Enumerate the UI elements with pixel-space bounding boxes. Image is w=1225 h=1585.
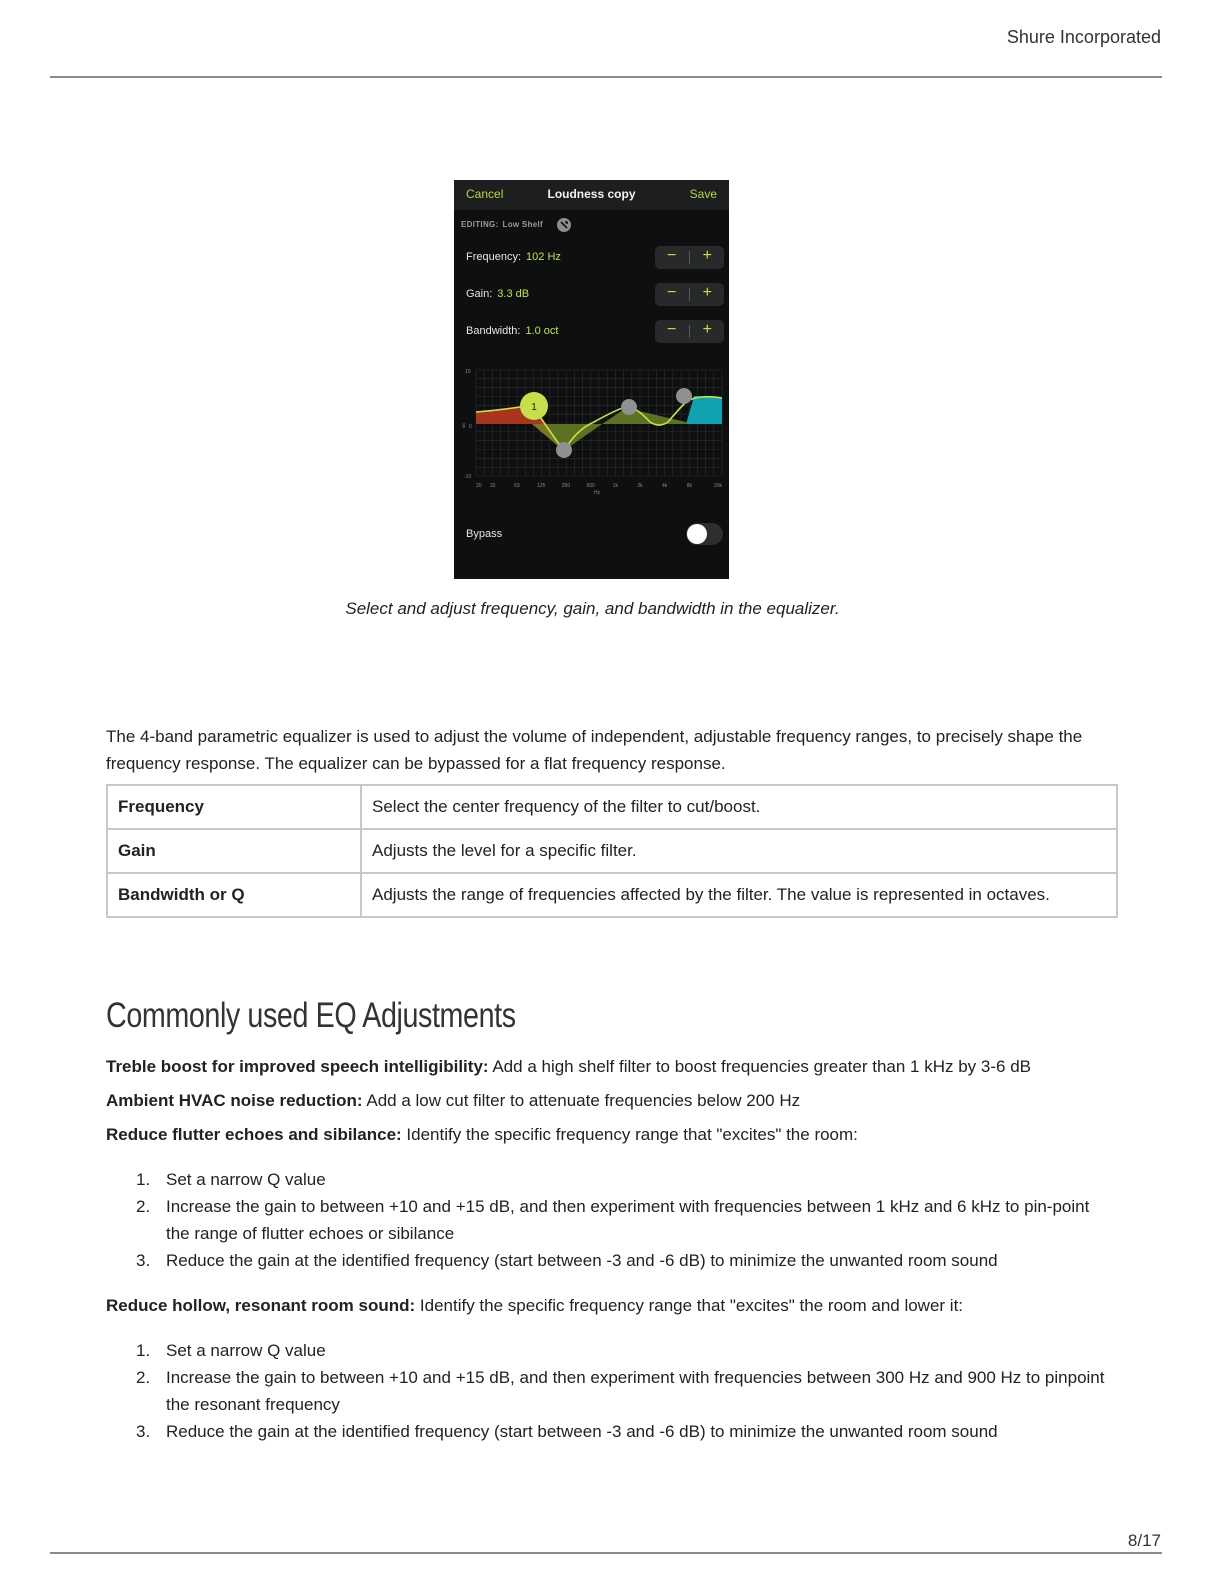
tip-treble-boost [106, 1057, 1146, 1077]
gain-minus-button[interactable]: − [667, 284, 677, 301]
eq-screenshot [454, 180, 729, 579]
list-item-text: Increase the gain to between +10 and +15 dB, and then experiment with frequencies between 1 kHz and 6 kHz to pin-point the range of flutter echoes or sibilance [166, 1197, 1090, 1243]
eq-graph[interactable] [454, 366, 729, 496]
band-2-handle[interactable] [556, 442, 572, 458]
tip-title: Reduce flutter echoes and sibilance: [106, 1125, 402, 1144]
tip-title: Reduce hollow, resonant room sound: [106, 1296, 416, 1315]
list-item-number: 3. [136, 1251, 151, 1270]
bypass-toggle[interactable] [686, 523, 723, 545]
frequency-minus-button[interactable]: − [667, 247, 677, 264]
bandwidth-value: 1.0 oct [525, 325, 559, 337]
list-item-text: Set a narrow Q value [166, 1341, 326, 1360]
frequency-label: Frequency: [466, 251, 522, 263]
gain-value: 3.3 dB [497, 288, 530, 300]
y-tick-bottom: -10 [464, 474, 472, 480]
page-number: 8/17 [1127, 1531, 1161, 1550]
list-item [136, 1193, 1116, 1247]
x-tick-label: 63 [514, 483, 520, 489]
frequency-plus-button[interactable]: + [702, 247, 712, 264]
resonant-steps-list [136, 1337, 1116, 1445]
band-1-handle-label: 1 [531, 402, 537, 413]
y-tick-mid: 0 [469, 424, 472, 430]
flutter-steps-list [136, 1166, 1116, 1274]
cancel-button[interactable]: Cancel [466, 187, 504, 201]
x-tick-label: 500 [586, 483, 595, 489]
x-tick-label: 250 [561, 483, 571, 489]
frequency-stepper [655, 246, 724, 269]
tip-text: Add a low cut filter to attenuate frequencies below 200 Hz [362, 1091, 801, 1110]
list-item-number: 1. [136, 1341, 151, 1360]
x-tick-label: 32 [489, 483, 496, 489]
list-item [136, 1364, 1116, 1418]
x-tick-label: 20 [476, 483, 482, 489]
tip-title: Treble boost for improved speech intelligibility: [106, 1057, 489, 1076]
bypass-toggle-knob [687, 524, 707, 544]
frequency-value: 102 Hz [526, 251, 561, 263]
table-term: Gain [107, 829, 361, 873]
x-tick-label: 1k [612, 483, 618, 489]
x-tick-label: 2k [637, 483, 643, 489]
gain-stepper [655, 283, 724, 306]
tip-resonant-room [106, 1296, 1146, 1316]
gain-row [466, 288, 529, 300]
x-unit: Hz [593, 490, 601, 496]
band-3-handle[interactable] [621, 399, 637, 415]
list-item-number: 3. [136, 1422, 151, 1441]
stepper-divider [689, 325, 690, 338]
tip-text: Identify the specific frequency range that "excites" the room: [401, 1125, 858, 1144]
table-row [107, 785, 1117, 829]
y-tick-top: 10 [465, 369, 471, 375]
stepper-divider [689, 288, 690, 301]
list-item [136, 1337, 1116, 1364]
list-item-text: Reduce the gain at the identified frequency (start between -3 and -6 dB) to minimize the unwanted room sound [166, 1251, 998, 1270]
nav-title: Loudness copy [547, 187, 636, 201]
tip-flutter-echoes [106, 1125, 1146, 1145]
x-tick-label: 4k [662, 483, 668, 489]
x-tick-label: 20k [713, 483, 722, 489]
frequency-row [466, 251, 561, 263]
header-divider [50, 76, 1162, 78]
band-select-icon[interactable] [557, 218, 571, 232]
editing-band: Low Shelf [502, 220, 543, 229]
nav-bar [454, 180, 729, 210]
table-desc: Adjusts the range of frequencies affected by the filter. The value is represented in octaves. [361, 873, 1117, 917]
section-heading: Commonly used EQ Adjustments [106, 996, 516, 1035]
list-item [136, 1166, 1116, 1193]
x-axis-ticks [476, 483, 722, 489]
high-band-fill [686, 396, 722, 424]
tip-hvac-noise [106, 1091, 1146, 1111]
y-unit: dB [461, 423, 466, 428]
x-tick-label: 125 [537, 483, 546, 489]
list-item [136, 1418, 1116, 1445]
footer-divider [50, 1552, 1162, 1554]
eq-parameter-table [106, 784, 1118, 918]
editing-label: EDITING: [461, 220, 499, 229]
table-desc: Adjusts the level for a specific filter. [361, 829, 1117, 873]
bandwidth-stepper [655, 320, 724, 343]
table-row [107, 873, 1117, 917]
bandwidth-label: Bandwidth: [466, 325, 521, 337]
tip-text: Add a high shelf filter to boost frequencies greater than 1 kHz by 3-6 dB [488, 1057, 1031, 1076]
tip-text: Identify the specific frequency range that "excites" the room and lower it: [415, 1296, 964, 1315]
editing-row [461, 220, 543, 229]
list-item [136, 1247, 1116, 1274]
list-item-text: Reduce the gain at the identified frequency (start between -3 and -6 dB) to minimize the unwanted room sound [166, 1422, 998, 1441]
table-row [107, 829, 1117, 873]
table-term: Bandwidth or Q [107, 873, 361, 917]
list-item-text: Set a narrow Q value [166, 1170, 326, 1189]
list-item-number: 2. [136, 1197, 151, 1216]
bypass-label: Bypass [466, 528, 503, 540]
gain-plus-button[interactable]: + [702, 284, 712, 301]
table-desc: Select the center frequency of the filter to cut/boost. [361, 785, 1117, 829]
intro-paragraph: The 4-band parametric equalizer is used to adjust the volume of independent, adjustable frequency ranges, to precisely shape the frequency response. The equalizer can be bypassed for a flat frequency response. [106, 727, 1083, 773]
table-term: Frequency [107, 785, 361, 829]
stepper-divider [689, 251, 690, 264]
bandwidth-plus-button[interactable]: + [702, 321, 712, 338]
bandwidth-minus-button[interactable]: − [667, 321, 677, 338]
x-tick-label: 8k [686, 483, 693, 489]
tip-title: Ambient HVAC noise reduction: [106, 1091, 363, 1110]
list-item-number: 1. [136, 1170, 151, 1189]
save-button[interactable]: Save [689, 187, 717, 201]
band-4-handle[interactable] [676, 388, 692, 404]
figure-caption: Select and adjust frequency, gain, and bandwidth in the equalizer. [345, 599, 840, 618]
list-item-number: 2. [136, 1368, 151, 1387]
bandwidth-row [466, 325, 558, 337]
header-company: Shure Incorporated [1006, 27, 1161, 47]
gain-label: Gain: [466, 288, 493, 300]
list-item-text: Increase the gain to between +10 and +15 dB, and then experiment with frequencies between 300 Hz and 900 Hz to pinpoint the resonant frequency [166, 1368, 1105, 1414]
